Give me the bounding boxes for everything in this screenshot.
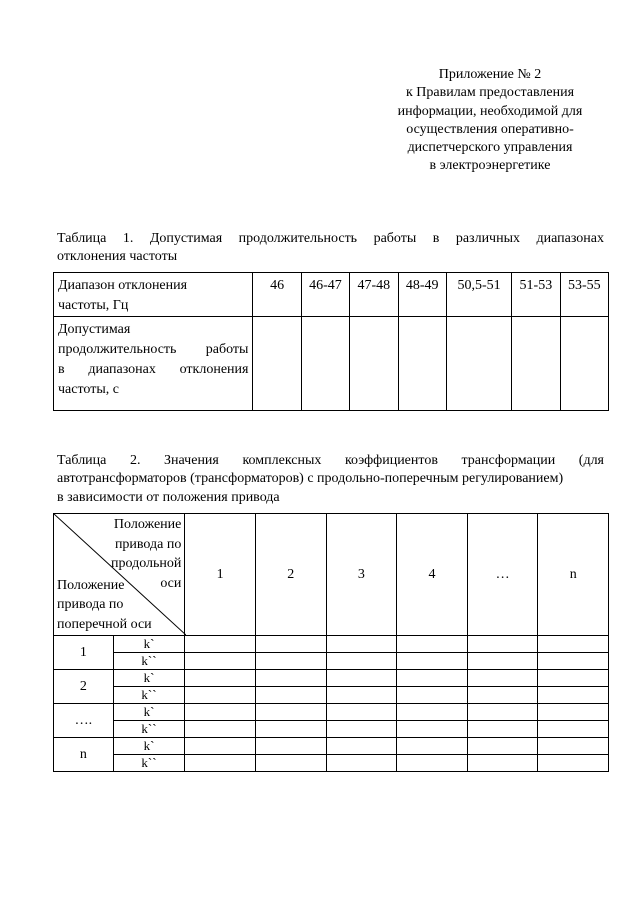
- coefficient-label: k``: [113, 721, 185, 738]
- empty-cell: [398, 317, 446, 411]
- table-row: [54, 273, 609, 317]
- column-header: 1: [185, 514, 256, 636]
- diagonal-header-cell: [54, 514, 185, 636]
- table-row: [54, 721, 609, 738]
- table-row: [54, 738, 609, 755]
- empty-cell: [446, 317, 511, 411]
- empty-cell: [301, 317, 349, 411]
- table-header-row: [54, 514, 609, 636]
- coefficient-label: k`: [113, 670, 185, 687]
- empty-cell: [560, 317, 608, 411]
- empty-cell: [253, 317, 301, 411]
- range-cell: 50,5-51: [446, 273, 511, 317]
- range-cell: 46-47: [301, 273, 349, 317]
- table2-caption: [57, 452, 604, 507]
- coefficient-label: k``: [113, 687, 185, 704]
- transformation-coefficients-table: [53, 513, 609, 772]
- coefficient-label: k`: [113, 636, 185, 653]
- row-label: Диапазон отклонения частоты, Гц: [54, 273, 253, 317]
- row-label: 2: [54, 670, 114, 704]
- range-cell: 53-55: [560, 273, 608, 317]
- header-line: информации, необходимой для: [397, 103, 583, 119]
- column-header: …: [467, 514, 538, 636]
- range-cell: 46: [253, 273, 301, 317]
- header-line: Приложение № 2: [438, 67, 542, 82]
- range-cell: 48-49: [398, 273, 446, 317]
- table-row: [54, 317, 609, 411]
- caption-line: Таблица 2. Значения комплексных коэффициентов трансформации (для: [57, 453, 604, 468]
- caption-line: отклонения частоты: [57, 249, 178, 265]
- table1-caption: [57, 230, 604, 267]
- longitudinal-axis-label: Положение привода по продольной оси: [110, 517, 182, 591]
- appendix-header: [380, 66, 600, 176]
- table-row: [54, 704, 609, 721]
- table-row: [54, 653, 609, 670]
- coefficient-label: k`: [113, 738, 185, 755]
- row-label: 1: [54, 636, 114, 670]
- table-row: [54, 636, 609, 653]
- empty-cell: [350, 317, 398, 411]
- header-line: диспетчерского управления: [407, 140, 573, 156]
- empty-cell: [512, 317, 560, 411]
- table-row: [54, 670, 609, 687]
- transverse-axis-label: Положение привода по поперечной оси: [57, 577, 152, 632]
- header-line: осуществления оперативно-: [406, 121, 574, 137]
- header-line: к Правилам предоставления: [405, 85, 575, 101]
- caption-line: в зависимости от положения привода: [57, 489, 280, 505]
- column-header: 2: [255, 514, 326, 636]
- column-header: 3: [326, 514, 397, 636]
- frequency-deviation-table: [53, 272, 609, 411]
- row-label: n: [54, 738, 114, 772]
- header-line: в электроэнергетике: [429, 158, 551, 174]
- column-header: n: [538, 514, 609, 636]
- caption-line: Таблица 1. Допустимая продолжительность работы в различных диапазонах: [57, 231, 604, 246]
- range-cell: 47-48: [350, 273, 398, 317]
- row-label: ….: [54, 704, 114, 738]
- caption-line: автотрансформаторов (трансформаторов) с продольно-поперечным регулированием): [57, 471, 564, 487]
- column-header: 4: [397, 514, 468, 636]
- coefficient-label: k``: [113, 755, 185, 772]
- coefficient-label: k``: [113, 653, 185, 670]
- coefficient-label: k`: [113, 704, 185, 721]
- table-row: [54, 755, 609, 772]
- row-label: Допустимая продолжительность работы в диапазонах отклонения частоты, с: [54, 317, 253, 411]
- range-cell: 51-53: [512, 273, 560, 317]
- table-row: [54, 687, 609, 704]
